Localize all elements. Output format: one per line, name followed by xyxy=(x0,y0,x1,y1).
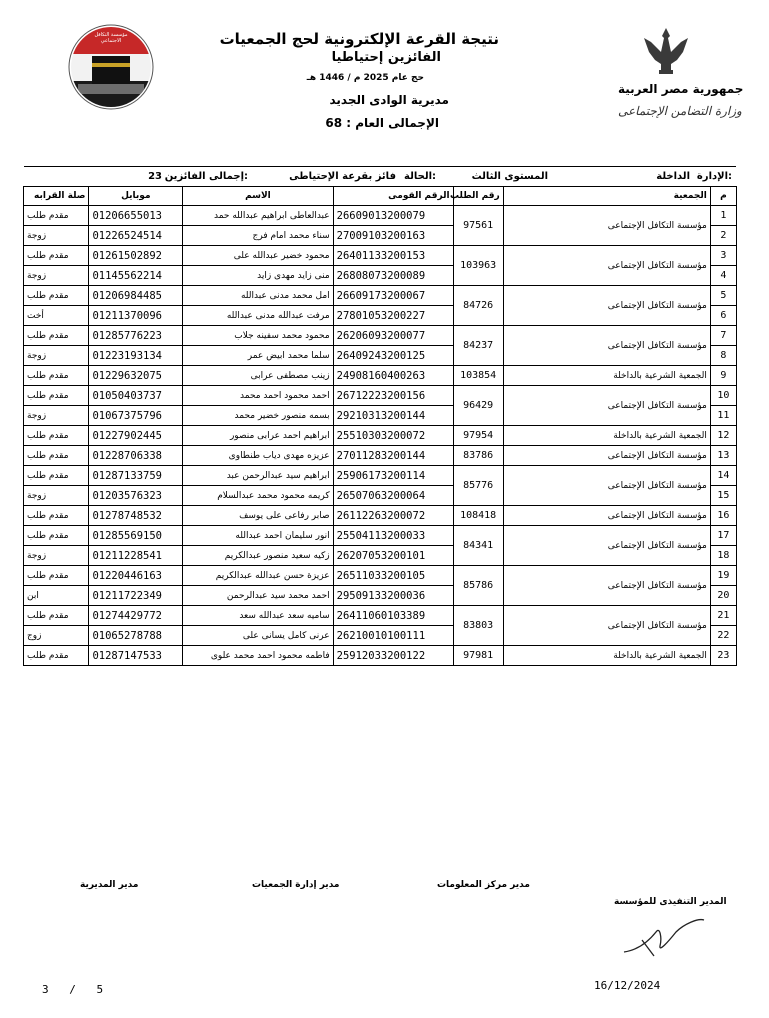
cell-association: الجمعية الشرعية بالداخلة xyxy=(503,426,710,446)
cell-name: عزيزه مهدى دياب طنطاوى xyxy=(183,446,333,466)
cell-mobile: 01228706338 xyxy=(89,446,183,466)
directorate-name: مديرية الوادى الجديد xyxy=(329,93,449,107)
ministry-emblem xyxy=(618,24,744,134)
cell-relation: مقدم طلب xyxy=(24,646,89,666)
report-subtitle: الفائزين إحتياطيا xyxy=(331,50,441,65)
cell-mobile: 01261502892 xyxy=(89,246,183,266)
cell-relation: مقدم طلب xyxy=(24,446,89,466)
cell-association: مؤسسة التكافل الإجتماعى xyxy=(503,286,710,326)
table-row xyxy=(24,526,737,546)
table-row xyxy=(24,366,737,386)
cell-name: فاطمه محمود احمد محمد علوى xyxy=(183,646,333,666)
cell-national-id: 26210010100111 xyxy=(333,626,453,646)
cell-relation: مقدم طلب xyxy=(24,466,89,486)
cell-national-id: 26511033200105 xyxy=(333,566,453,586)
row-index: 10 xyxy=(710,386,736,406)
row-index: 22 xyxy=(710,626,736,646)
cell-national-id: 26808073200089 xyxy=(333,266,453,286)
cell-name: سلما محمد ابيض عمر xyxy=(183,346,333,366)
cell-name: عرنى كامل يسانى على xyxy=(183,626,333,646)
logo-caption: مؤسسة التكافل الاجتماعي xyxy=(94,32,128,44)
total-label: إجمالى الفائزين: xyxy=(164,171,248,182)
cell-mobile: 01226524514 xyxy=(89,226,183,246)
page-current: 3 xyxy=(42,983,49,996)
cell-application: 85776 xyxy=(453,466,503,506)
col-relation: صلة القرابه xyxy=(24,187,89,206)
cell-name: زكيه سعيد منصور عبدالكريم xyxy=(183,546,333,566)
cell-national-id: 24908160400263 xyxy=(333,366,453,386)
row-index: 4 xyxy=(710,266,736,286)
table-row xyxy=(24,246,737,266)
row-index: 18 xyxy=(710,546,736,566)
cell-national-id: 25504113200033 xyxy=(333,526,453,546)
hajj-year: حج عام 2025 م / 1446 هـ xyxy=(306,73,424,83)
cell-name: صابر رفاعى على يوسف xyxy=(183,506,333,526)
cell-relation: زوجة xyxy=(24,486,89,506)
cell-association: مؤسسة التكافل الإجتماعى xyxy=(503,386,710,426)
row-index: 16 xyxy=(710,506,736,526)
table-row xyxy=(24,326,737,346)
table-row xyxy=(24,606,737,626)
cell-relation: زوجة xyxy=(24,406,89,426)
cell-application: 97981 xyxy=(453,646,503,666)
cell-relation: مقدم طلب xyxy=(24,366,89,386)
cell-mobile: 01050403737 xyxy=(89,386,183,406)
cell-name: انور سليمان احمد عبدالله xyxy=(183,526,333,546)
cell-relation: مقدم طلب xyxy=(24,526,89,546)
cell-association: مؤسسة التكافل الإجتماعى xyxy=(503,526,710,566)
table-body xyxy=(24,206,737,666)
cell-association: مؤسسة التكافل الإجتماعى xyxy=(503,506,710,526)
cell-relation: مقدم طلب xyxy=(24,206,89,226)
cell-mobile: 01206655013 xyxy=(89,206,183,226)
sign-info-center: مدير مركز المعلومات xyxy=(437,880,530,890)
cell-application: 84341 xyxy=(453,526,503,566)
cell-application: 83803 xyxy=(453,606,503,646)
cell-national-id: 26609013200079 xyxy=(333,206,453,226)
cell-national-id: 25906173200114 xyxy=(333,466,453,486)
cell-national-id: 27801053200227 xyxy=(333,306,453,326)
cell-mobile: 01285776223 xyxy=(89,326,183,346)
cell-mobile: 01285569150 xyxy=(89,526,183,546)
level-value: المستوى الثالث xyxy=(471,171,548,182)
cell-national-id: 26207053200101 xyxy=(333,546,453,566)
country-name: جمهورية مصر العربية xyxy=(618,82,744,96)
handwritten-signature xyxy=(618,912,708,962)
cell-name: منى زايد مهدى زايد xyxy=(183,266,333,286)
report-title: نتيجة القرعة الإلكترونية لحج الجمعيات xyxy=(219,30,499,48)
row-index: 21 xyxy=(710,606,736,626)
cell-relation: أخت xyxy=(24,306,89,326)
row-index: 23 xyxy=(710,646,736,666)
cell-relation: زوجة xyxy=(24,226,89,246)
cell-national-id: 26112263200072 xyxy=(333,506,453,526)
cell-mobile: 01287147533 xyxy=(89,646,183,666)
cell-mobile: 01211370096 xyxy=(89,306,183,326)
cell-relation: زوجة xyxy=(24,346,89,366)
cell-association: الجمعية الشرعية بالداخلة xyxy=(503,646,710,666)
table-row xyxy=(24,446,737,466)
cell-relation: زوجة xyxy=(24,546,89,566)
cell-application: 83786 xyxy=(453,446,503,466)
table-row xyxy=(24,466,737,486)
print-date: 16/12/2024 xyxy=(594,979,661,992)
cell-relation: مقدم طلب xyxy=(24,286,89,306)
admin-label: الإدارة: xyxy=(696,171,732,182)
cell-relation: مقدم طلب xyxy=(24,566,89,586)
cell-application: 108418 xyxy=(453,506,503,526)
cell-national-id: 25912033200122 xyxy=(333,646,453,666)
cell-name: امل محمد مدنى عبدالله xyxy=(183,286,333,306)
row-index: 13 xyxy=(710,446,736,466)
cell-national-id: 26712223200156 xyxy=(333,386,453,406)
cell-mobile: 01203576323 xyxy=(89,486,183,506)
admin-value: الداخلة xyxy=(656,171,690,182)
cell-name: مرفت عبدالله مدنى عبدالله xyxy=(183,306,333,326)
winners-table xyxy=(23,186,737,666)
cell-relation: مقدم طلب xyxy=(24,426,89,446)
cell-national-id: 29509133200036 xyxy=(333,586,453,606)
cell-application: 97954 xyxy=(453,426,503,446)
cell-name: ابراهيم سيد عبدالرحمن عبد xyxy=(183,466,333,486)
cell-association: مؤسسة التكافل الإجتماعى xyxy=(503,246,710,286)
cell-mobile: 01211228541 xyxy=(89,546,183,566)
row-index: 9 xyxy=(710,366,736,386)
cell-name: عبدالعاطى ابراهيم عبدالله حمد xyxy=(183,206,333,226)
cell-national-id: 26409243200125 xyxy=(333,346,453,366)
row-index: 3 xyxy=(710,246,736,266)
total-value: 23 xyxy=(148,171,162,182)
cell-name: محمود خضير عبدالله على xyxy=(183,246,333,266)
cell-mobile: 01065278788 xyxy=(89,626,183,646)
table-row xyxy=(24,646,737,666)
cell-national-id: 26401133200153 xyxy=(333,246,453,266)
cell-name: بسمه منصور خضير محمد xyxy=(183,406,333,426)
row-index: 15 xyxy=(710,486,736,506)
cell-mobile: 01206984485 xyxy=(89,286,183,306)
cell-association: مؤسسة التكافل الإجتماعى xyxy=(503,566,710,606)
cell-association: مؤسسة التكافل الإجتماعى xyxy=(503,206,710,246)
cell-relation: مقدم طلب xyxy=(24,506,89,526)
table-row xyxy=(24,206,737,226)
col-application: رقم الطلب xyxy=(453,187,503,206)
row-index: 17 xyxy=(710,526,736,546)
cell-association: مؤسسة التكافل الإجتماعى xyxy=(503,466,710,506)
cell-mobile: 01145562214 xyxy=(89,266,183,286)
cell-application: 96429 xyxy=(453,386,503,426)
cell-mobile: 01223193134 xyxy=(89,346,183,366)
cell-relation: مقدم طلب xyxy=(24,326,89,346)
page-number xyxy=(42,983,103,996)
cell-national-id: 26411060103389 xyxy=(333,606,453,626)
association-logo xyxy=(68,22,154,112)
row-index: 12 xyxy=(710,426,736,446)
table-row xyxy=(24,426,737,446)
col-name: الاسم xyxy=(183,187,333,206)
ministry-name: وزارة التضامن الإجتماعى xyxy=(618,104,742,118)
cell-mobile: 01278748532 xyxy=(89,506,183,526)
status-label: الحالة: xyxy=(404,171,436,182)
table-row xyxy=(24,506,737,526)
cell-name: زينب مصطفى عرابى xyxy=(183,366,333,386)
cell-national-id: 26609173200067 xyxy=(333,286,453,306)
cell-mobile: 01227902445 xyxy=(89,426,183,446)
col-index: م xyxy=(710,187,736,206)
cell-relation: مقدم طلب xyxy=(24,606,89,626)
cell-association: الجمعية الشرعية بالداخلة xyxy=(503,366,710,386)
cell-national-id: 27009103200163 xyxy=(333,226,453,246)
cell-name: احمد محمد سيد عبدالرحمن xyxy=(183,586,333,606)
table-header xyxy=(24,187,737,206)
cell-name: محمود محمد سفينه جلاب xyxy=(183,326,333,346)
cell-national-id: 26206093200077 xyxy=(333,326,453,346)
table-row xyxy=(24,566,737,586)
cell-relation: مقدم طلب xyxy=(24,246,89,266)
grand-total: الإجمالى العام : 68 xyxy=(325,116,439,130)
sign-associations: مدير إدارة الجمعيات xyxy=(252,880,340,890)
cell-name: كريمه محمود محمد عبدالسلام xyxy=(183,486,333,506)
cell-mobile: 01067375796 xyxy=(89,406,183,426)
page-total: 5 xyxy=(96,983,104,996)
col-association: الجمعية xyxy=(503,187,710,206)
cell-association: مؤسسة التكافل الإجتماعى xyxy=(503,326,710,366)
cell-application: 97561 xyxy=(453,206,503,246)
row-index: 6 xyxy=(710,306,736,326)
cell-mobile: 01287133759 xyxy=(89,466,183,486)
row-index: 20 xyxy=(710,586,736,606)
cell-application: 103963 xyxy=(453,246,503,286)
row-index: 11 xyxy=(710,406,736,426)
cell-name: ساميه سعد عبدالله سعد xyxy=(183,606,333,626)
row-index: 1 xyxy=(710,206,736,226)
row-index: 8 xyxy=(710,346,736,366)
cell-application: 84237 xyxy=(453,326,503,366)
table-row xyxy=(24,386,737,406)
cell-name: احمد محمود احمد محمد xyxy=(183,386,333,406)
sign-directorate: مدير المديرية xyxy=(80,880,139,890)
col-national-id: الرقم القومى xyxy=(333,187,453,206)
cell-mobile: 01229632075 xyxy=(89,366,183,386)
cell-association: مؤسسة التكافل الإجتماعى xyxy=(503,446,710,466)
row-index: 14 xyxy=(710,466,736,486)
cell-application: 85786 xyxy=(453,566,503,606)
sign-executive: المدير التنفيذى للمؤسسة xyxy=(614,897,727,907)
page-separator: / xyxy=(69,983,76,996)
cell-application: 103854 xyxy=(453,366,503,386)
cell-application: 84726 xyxy=(453,286,503,326)
row-index: 2 xyxy=(710,226,736,246)
row-index: 7 xyxy=(710,326,736,346)
cell-relation: زوج xyxy=(24,626,89,646)
cell-name: ابراهيم احمد عرابى منصور xyxy=(183,426,333,446)
cell-name: سناء محمد امام فرج xyxy=(183,226,333,246)
col-mobile: موبايل xyxy=(89,187,183,206)
row-index: 5 xyxy=(710,286,736,306)
cell-national-id: 27011283200144 xyxy=(333,446,453,466)
status-value: فائز بقرعة الإحتياطى xyxy=(289,171,396,182)
cell-mobile: 01274429772 xyxy=(89,606,183,626)
cell-association: مؤسسة التكافل الإجتماعى xyxy=(503,606,710,646)
table-row xyxy=(24,286,737,306)
cell-national-id: 25510303200072 xyxy=(333,426,453,446)
cell-relation: ابن xyxy=(24,586,89,606)
cell-relation: زوجة xyxy=(24,266,89,286)
cell-relation: مقدم طلب xyxy=(24,386,89,406)
eagle-emblem-icon xyxy=(641,24,691,76)
cell-name: عزيزة حسن عبدالله عبدالكريم xyxy=(183,566,333,586)
cell-mobile: 01220446163 xyxy=(89,566,183,586)
cell-mobile: 01211722349 xyxy=(89,586,183,606)
row-index: 19 xyxy=(710,566,736,586)
cell-national-id: 26507063200064 xyxy=(333,486,453,506)
cell-national-id: 29210313200144 xyxy=(333,406,453,426)
